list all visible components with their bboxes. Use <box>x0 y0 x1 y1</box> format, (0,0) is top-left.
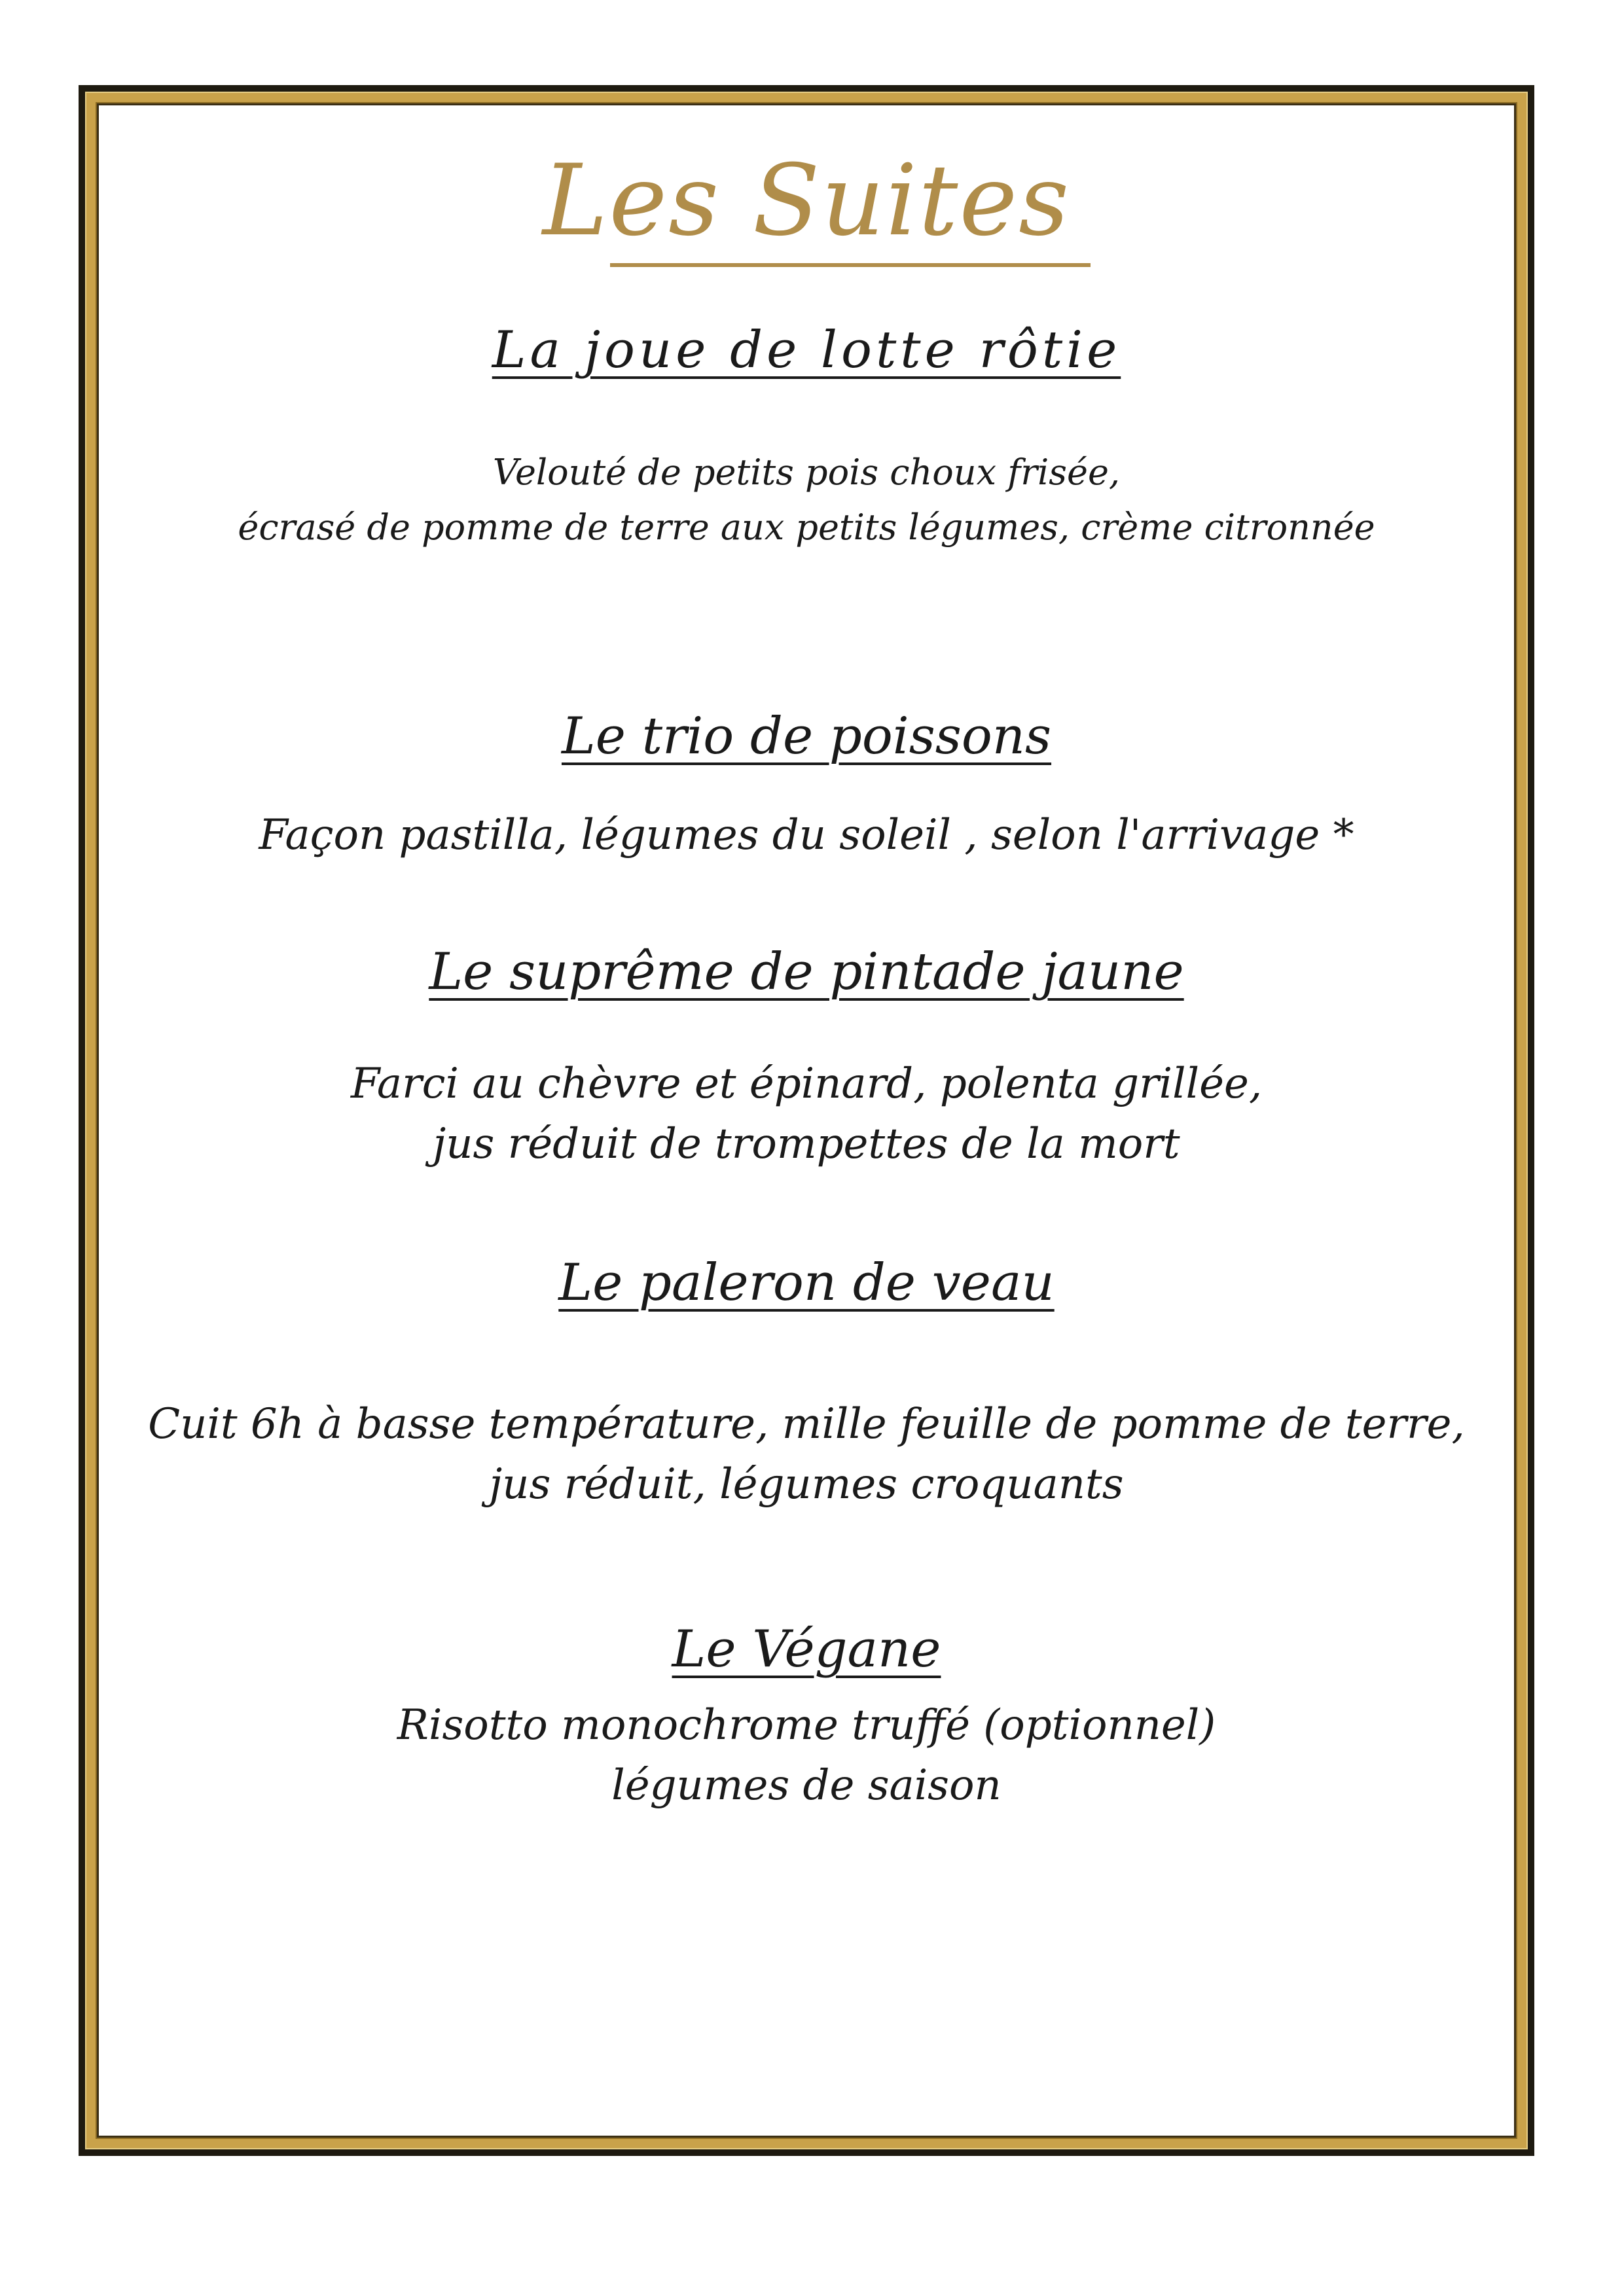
dish-description-vegane <box>105 1695 1508 1816</box>
menu-page <box>105 111 1508 2130</box>
description-line: écrasé de pomme de terre aux petits légumes, crème citronnée <box>238 507 1375 548</box>
dish-description-trio-de-poissons <box>105 805 1508 865</box>
title-underline <box>610 263 1091 267</box>
description-line: jus réduit de trompettes de la mort <box>433 1120 1180 1168</box>
dish-name-vegane: Le Végane <box>672 1620 941 1679</box>
page-title: Les Suites <box>542 144 1071 258</box>
description-line: légumes de saison <box>611 1761 1001 1810</box>
dish-name-paleron-de-veau: Le paleron de veau <box>558 1253 1055 1312</box>
description-line: Cuit 6h à basse température, mille feuille de pomme de terre, <box>148 1400 1465 1448</box>
dish-description-supreme-de-pintade <box>105 1054 1508 1174</box>
dish-description-paleron-de-veau <box>105 1394 1508 1515</box>
description-line: Risotto monochrome truffé (optionnel) <box>397 1701 1216 1749</box>
description-line: Velouté de petits pois choux frisée, <box>492 452 1121 493</box>
dish-name-joue-de-lotte: La joue de lotte rôtie <box>492 321 1121 380</box>
dish-name-supreme-de-pintade: Le suprême de pintade jaune <box>429 942 1184 1001</box>
dish-name-trio-de-poissons: Le trio de poissons <box>561 707 1052 766</box>
description-line: jus réduit, légumes croquants <box>489 1460 1124 1509</box>
dish-description-joue-de-lotte <box>105 445 1508 555</box>
description-line: Façon pastilla, légumes du soleil , selon l'arrivage * <box>259 811 1354 859</box>
description-line: Farci au chèvre et épinard, polenta grillée, <box>350 1060 1263 1108</box>
